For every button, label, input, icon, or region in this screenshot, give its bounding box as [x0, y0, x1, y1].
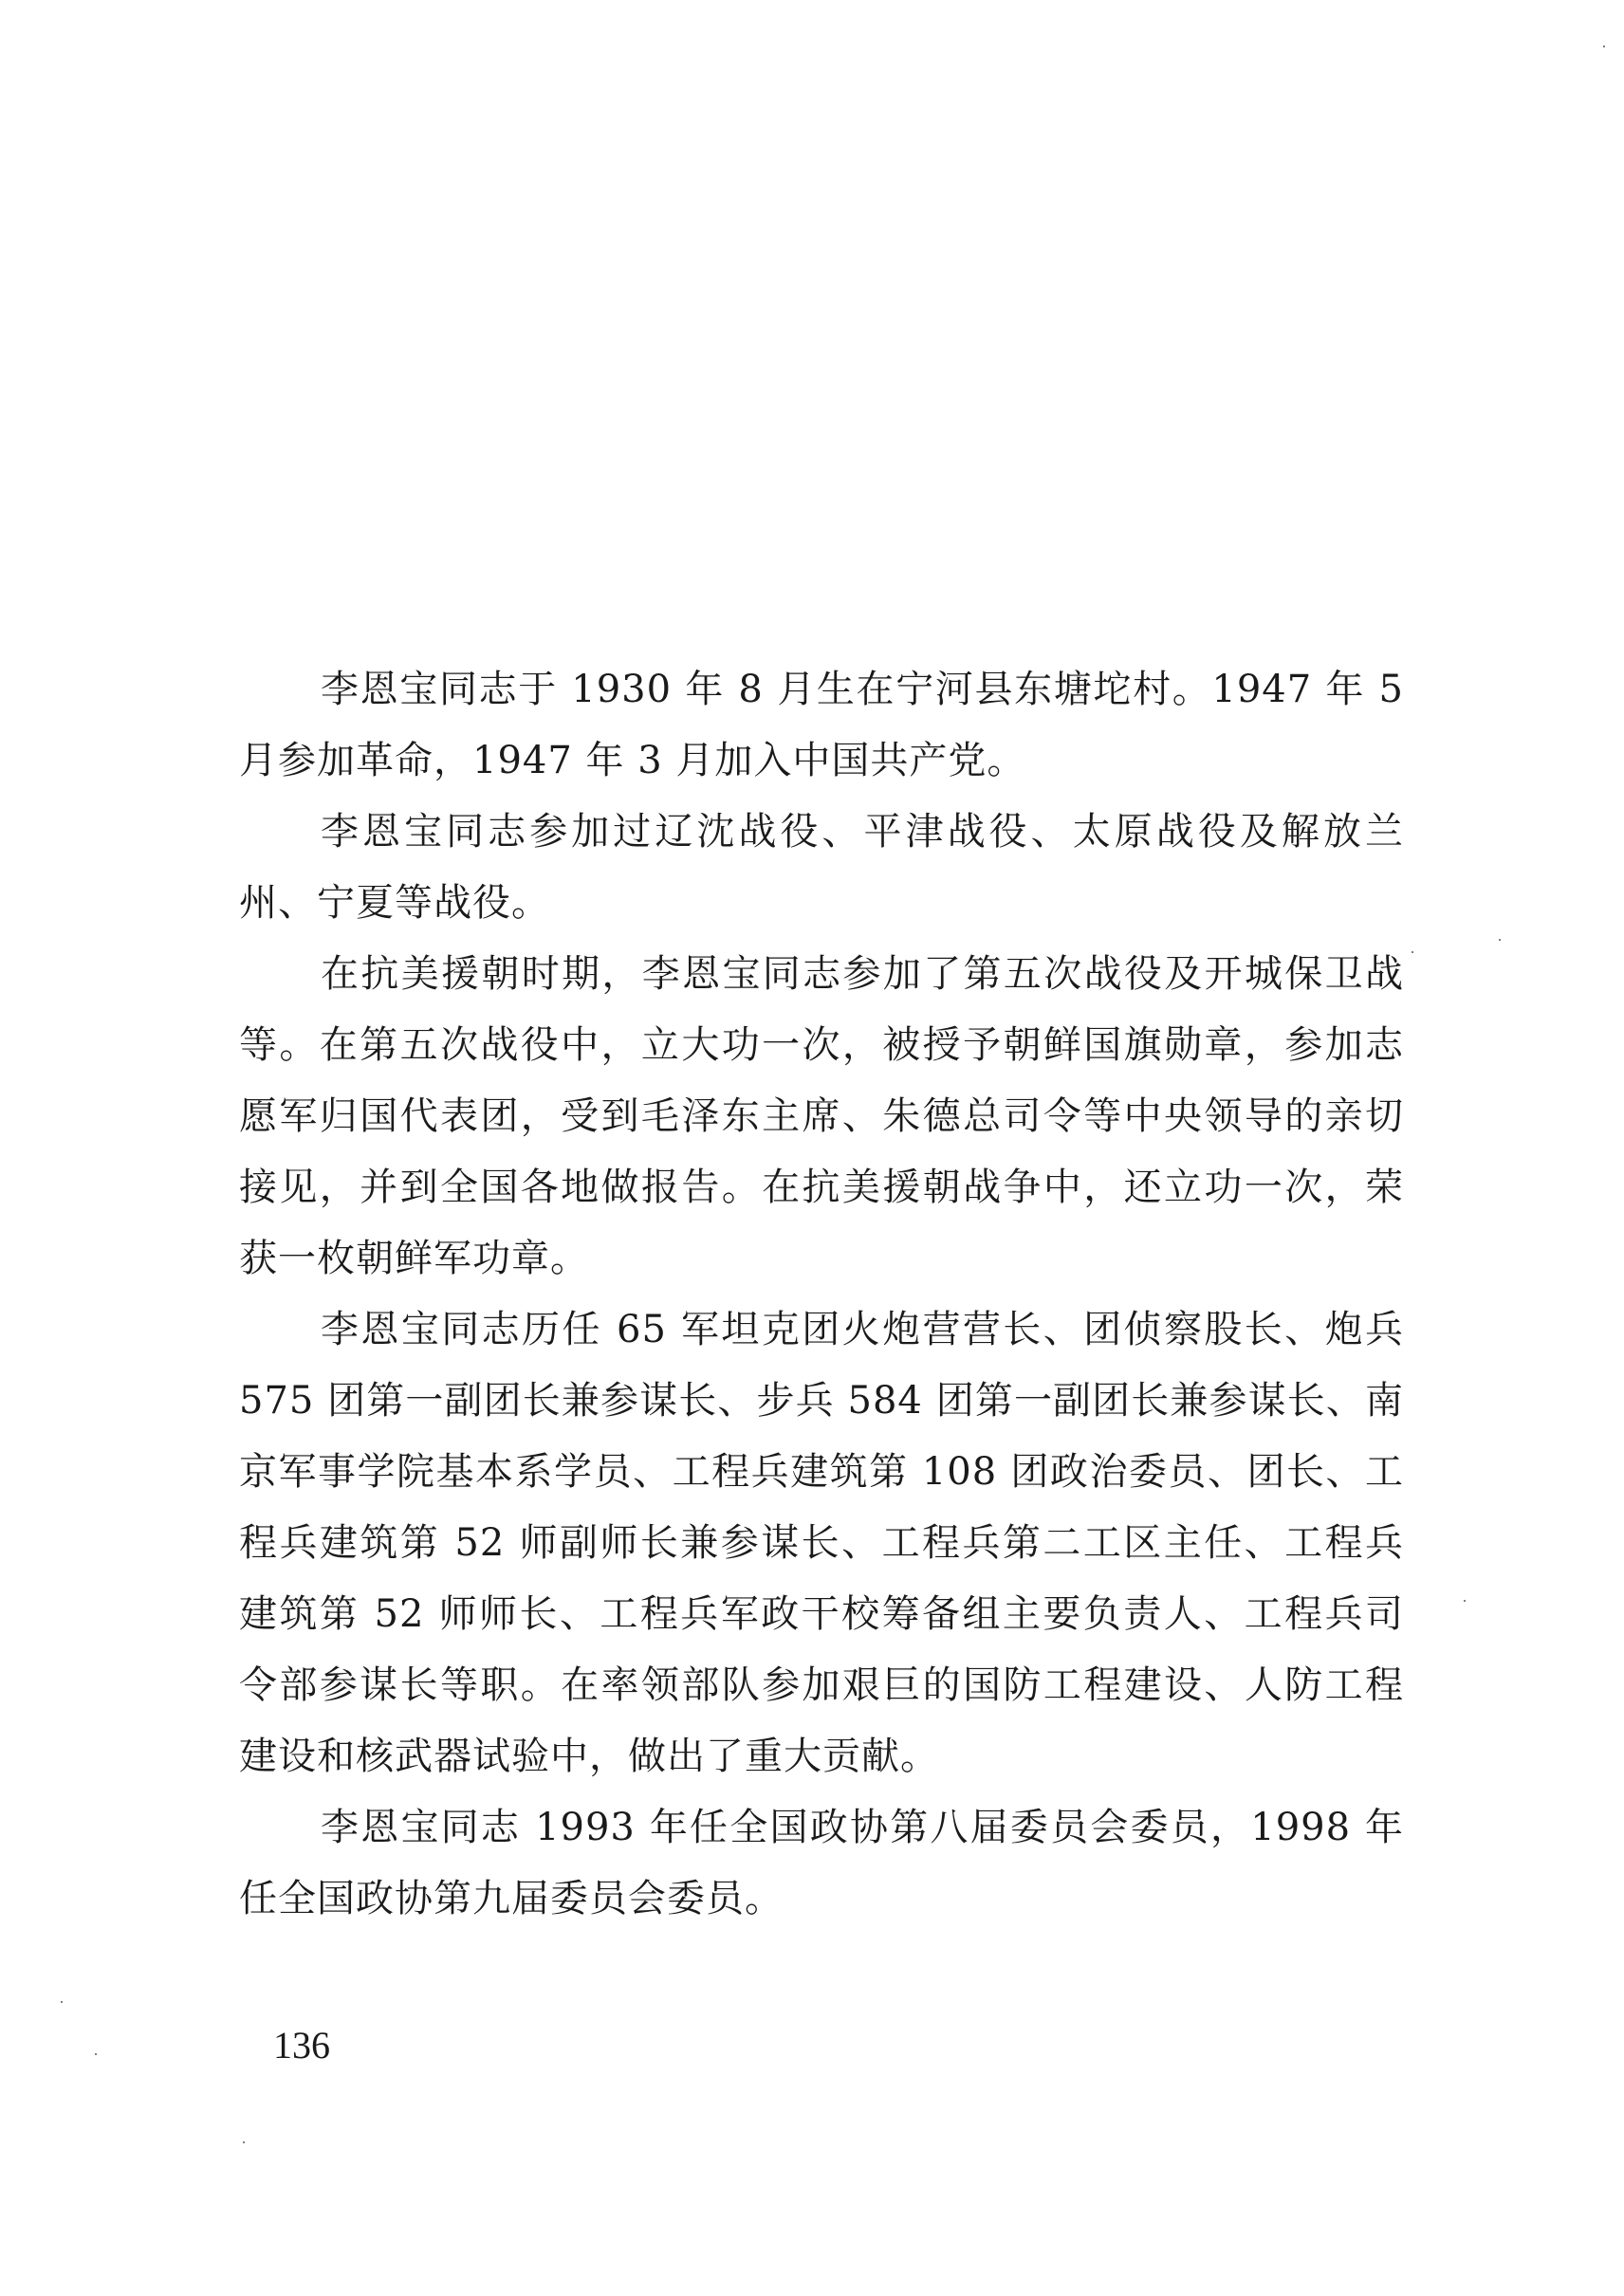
scan-speck	[243, 2141, 245, 2143]
paragraph-campaigns: 李恩宝同志参加过辽沈战役、平津战役、太原战役及解放兰州、宁夏等战役。	[239, 810, 1404, 925]
scan-speck	[1499, 939, 1501, 941]
scan-speck	[95, 2053, 97, 2055]
scan-speck	[1412, 951, 1413, 953]
scan-speck	[1464, 1600, 1466, 1602]
paragraph-positions: 李恩宝同志历任 65 军坦克团火炮营营长、团侦察股长、炮兵 575 团第一副团长兼参谋长、步兵 584 团第一副团长兼参谋长、南京军事学院基本系学员、工程兵建筑第 108 团政治委员、团长、工程兵建筑第 52 师副师长兼参谋长、工程兵第二工区主任、工程兵建筑第 52 师师长、工程兵军政干校筹备组主要负责人、工程兵司令部参谋长等职。在率领部队参加艰巨的国防工程建设、人防工程建设和核武器试验中，做出了重大贡献。	[239, 1308, 1404, 1778]
scan-speck	[1603, 46, 1605, 47]
scan-speck	[61, 2001, 63, 2003]
body-text	[239, 654, 1404, 1935]
page-number: 136	[273, 2024, 330, 2066]
paragraph-korean-war: 在抗美援朝时期，李恩宝同志参加了第五次战役及开城保卫战等。在第五次战役中，立大功一次，被授予朝鲜国旗勋章，参加志愿军归国代表团，受到毛泽东主席、朱德总司令等中央领导的亲切接见，并到全国各地做报告。在抗美援朝战争中，还立功一次，荣获一枚朝鲜军功章。	[239, 952, 1404, 1280]
paragraph-cppcc: 李恩宝同志 1993 年任全国政协第八届委员会委员，1998 年任全国政协第九届委员会委员。	[239, 1806, 1404, 1920]
paragraph-birth: 李恩宝同志于 1930 年 8 月生在宁河县东塘坨村。1947 年 5 月参加革命，1947 年 3 月加入中国共产党。	[239, 668, 1404, 782]
